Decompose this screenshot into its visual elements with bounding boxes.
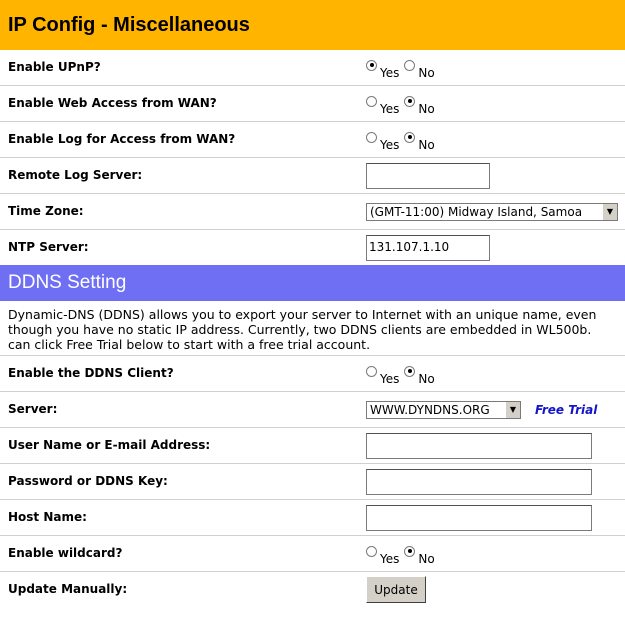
ddns-password-input[interactable] [366,469,592,495]
ddns-wildcard-yes-option[interactable] [366,546,399,566]
log-access-control [366,122,440,157]
web-access-yes-radio[interactable] [366,96,377,107]
ddns-wildcard-no-option[interactable] [404,546,434,566]
timezone-row [0,194,625,230]
log-access-radio-group [366,132,440,152]
ntp-control [366,230,490,265]
log-access-yes-label: Yes [380,137,400,152]
log-access-label: Enable Log for Access from WAN? [8,132,236,146]
log-access-no-radio[interactable] [404,132,415,143]
ddns-server-label: Server: [8,402,58,416]
log-access-no-option[interactable] [404,132,434,152]
ddns-enable-no-option[interactable] [404,366,434,386]
web-access-no-label: No [418,101,435,116]
upnp-row [0,50,625,86]
web-access-label: Enable Web Access from WAN? [8,96,217,110]
ddns-section-header: DDNS Setting [0,265,625,301]
log-access-yes-option[interactable] [366,132,399,152]
ddns-username-row [0,428,625,464]
web-access-yes-label: Yes [380,101,400,116]
ddns-password-row [0,464,625,500]
web-access-no-radio[interactable] [404,96,415,107]
remote-log-input[interactable] [366,163,490,189]
ddns-description-line: Dynamic-DNS (DDNS) allows you to export your server to Internet with an unique name, even [8,307,597,322]
ddns-wildcard-radio-group [366,546,440,566]
ddns-server-selected-value: WWW.DYNDNS.ORG [370,402,490,417]
ddns-wildcard-control [366,536,440,571]
remote-log-row [0,158,625,194]
upnp-no-label: No [418,65,435,80]
upnp-radio-group [366,60,440,80]
ddns-wildcard-no-label: No [418,551,435,566]
ddns-hostname-row [0,500,625,536]
timezone-selected-value: (GMT-11:00) Midway Island, Samoa [370,204,583,219]
ddns-server-select[interactable] [366,401,521,419]
web-access-yes-option[interactable] [366,96,399,116]
chevron-down-icon[interactable]: ▼ [602,204,617,220]
ddns-update-control [366,572,426,607]
ntp-input[interactable]: 131.107.1.10 [366,235,490,261]
ddns-update-row [0,572,625,607]
ddns-enable-row [0,356,625,392]
upnp-label: Enable UPnP? [8,60,101,74]
upnp-yes-radio[interactable] [366,60,377,71]
timezone-select[interactable] [366,203,618,221]
log-access-row [0,122,625,158]
web-access-no-option[interactable] [404,96,434,116]
ddns-hostname-control [366,500,592,535]
ddns-enable-no-label: No [418,371,435,386]
update-button[interactable]: Update [366,576,426,603]
ddns-hostname-input[interactable] [366,505,592,531]
ddns-wildcard-yes-radio[interactable] [366,546,377,557]
ddns-description [0,301,625,356]
ddns-wildcard-row [0,536,625,572]
upnp-control [366,50,440,85]
ddns-description-line: can click Free Trial below to start with a free trial account. [8,337,371,352]
misc-section-header: IP Config - Miscellaneous [0,0,625,50]
ddns-wildcard-yes-label: Yes [380,551,400,566]
ddns-username-control [366,428,592,463]
upnp-yes-option[interactable] [366,60,399,80]
upnp-no-radio[interactable] [404,60,415,71]
ddns-enable-yes-label: Yes [380,371,400,386]
timezone-label: Time Zone: [8,204,84,218]
timezone-control [366,194,618,229]
ddns-enable-radio-group [366,366,440,386]
log-access-yes-radio[interactable] [366,132,377,143]
ddns-description-line: though you have no static IP address. Currently, two DDNS clients are embedded in WL500b. [8,322,592,337]
upnp-no-option[interactable] [404,60,434,80]
web-access-row [0,86,625,122]
ddns-password-control [366,464,592,499]
web-access-control [366,86,440,121]
ddns-username-input[interactable] [366,433,592,459]
ddns-server-row [0,392,625,428]
upnp-yes-label: Yes [380,65,400,80]
web-access-radio-group [366,96,440,116]
ddns-server-control [366,392,597,427]
free-trial-link[interactable]: Free Trial [535,402,598,417]
ddns-enable-yes-radio[interactable] [366,366,377,377]
remote-log-label: Remote Log Server: [8,168,143,182]
ddns-wildcard-label: Enable wildcard? [8,546,123,560]
ddns-password-label: Password or DDNS Key: [8,474,168,488]
ntp-label: NTP Server: [8,240,89,254]
ddns-hostname-label: Host Name: [8,510,87,524]
ddns-enable-no-radio[interactable] [404,366,415,377]
chevron-down-icon[interactable]: ▼ [505,402,520,418]
ddns-enable-control [366,356,440,391]
ddns-wildcard-no-radio[interactable] [404,546,415,557]
ddns-update-label: Update Manually: [8,582,128,596]
remote-log-control [366,158,490,193]
ddns-enable-yes-option[interactable] [366,366,399,386]
ddns-enable-label: Enable the DDNS Client? [8,366,174,380]
ntp-row [0,230,625,265]
log-access-no-label: No [418,137,435,152]
ddns-username-label: User Name or E-mail Address: [8,438,211,452]
